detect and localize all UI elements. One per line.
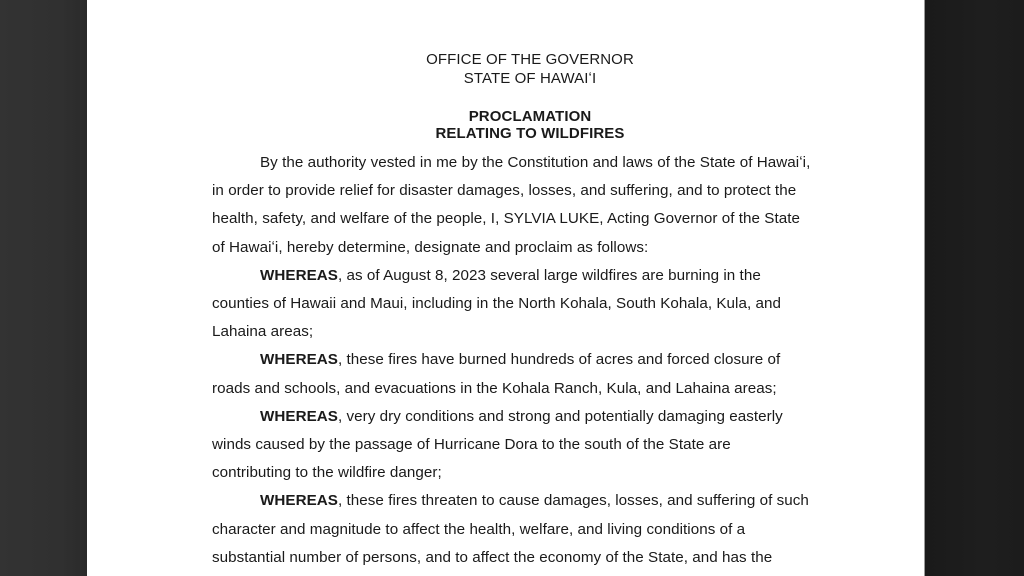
- whereas-clause-line: [260, 491, 809, 511]
- line-text: , very dry conditions and strong and potentially damaging easterly: [337, 407, 783, 425]
- line-text: By the authority vested in me by the Constitution and laws of the State of Hawaiʻi,: [260, 154, 811, 171]
- line-text: counties of Hawaii and Maui, including in the North Kohala, South Kohala, Kula, and: [212, 295, 781, 312]
- body-text-line: [212, 435, 731, 455]
- line-text: substantial number of persons, and to affect the economy of the State, and has the: [212, 548, 773, 566]
- body-text-line: [212, 520, 745, 540]
- body-text-line: [212, 548, 772, 568]
- line-text: Lahaina areas;: [212, 323, 314, 341]
- body-text-line: [212, 322, 313, 342]
- office-heading: OFFICE OF THE GOVERNOR: [426, 51, 634, 68]
- body-text-line: [260, 153, 810, 173]
- whereas-clause-line: [260, 407, 783, 427]
- proclamation-title: PROCLAMATION: [468, 108, 592, 125]
- body-text-line: [212, 379, 777, 399]
- body-text-line: [212, 181, 796, 201]
- state-heading: STATE OF HAWAIʻI: [463, 70, 597, 87]
- line-text: winds caused by the passage of Hurricane Dora to the south of the State are: [212, 436, 731, 453]
- body-text-line: [212, 463, 442, 483]
- document-page: [87, 0, 924, 576]
- whereas-keyword: WHEREAS: [260, 266, 338, 284]
- body-text-line: [212, 238, 648, 258]
- line-text: , as of August 8, 2023 several large wildfires are burning in the: [337, 266, 761, 284]
- background-left: [0, 0, 87, 576]
- line-text: , these fires have burned hundreds of acres and forced closure of: [337, 351, 781, 369]
- line-text: character and magnitude to affect the health, welfare, and living conditions of a: [212, 520, 746, 538]
- proclamation-subtitle: RELATING TO WILDFIRES: [435, 125, 625, 142]
- whereas-clause-line: [260, 350, 780, 370]
- whereas-keyword: WHEREAS: [260, 407, 338, 425]
- line-text: roads and schools, and evacuations in the Kohala Ranch, Kula, and Lahaina areas;: [212, 379, 777, 397]
- whereas-keyword: WHEREAS: [260, 492, 338, 510]
- whereas-clause-line: [260, 266, 761, 286]
- line-text: in order to provide relief for disaster damages, losses, and suffering, and to protect the: [212, 182, 797, 200]
- body-text-line: [212, 209, 800, 229]
- line-text: of Hawaiʻi, hereby determine, designate and proclaim as follows:: [212, 238, 649, 256]
- line-text: health, safety, and welfare of the people, I, SYLVIA LUKE, Acting Governor of the State: [212, 210, 801, 228]
- whereas-keyword: WHEREAS: [260, 351, 338, 369]
- line-text: , these fires threaten to cause damages, losses, and suffering of such: [337, 492, 809, 510]
- body-text-line: [212, 294, 781, 314]
- line-text: contributing to the wildfire danger;: [212, 464, 442, 482]
